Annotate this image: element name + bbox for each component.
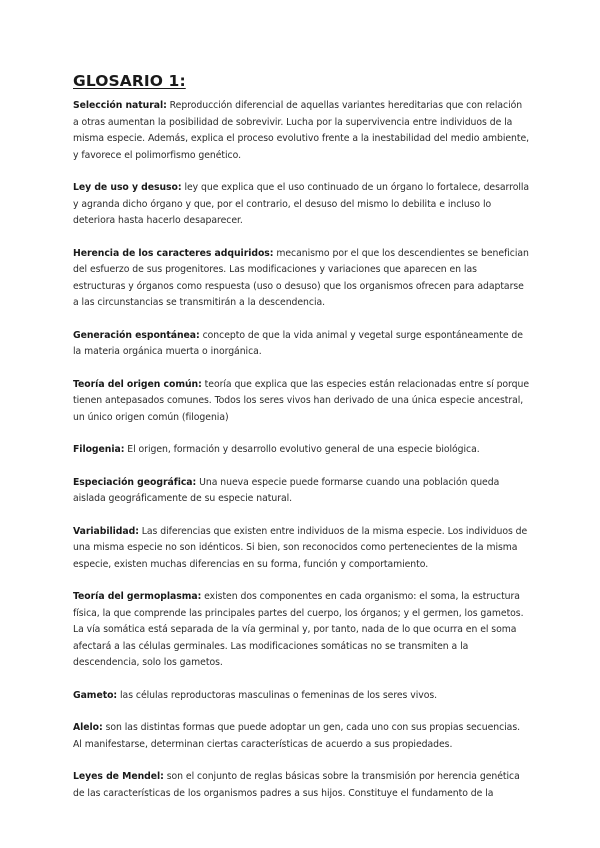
entry-term: Ley de uso y desuso: (73, 182, 182, 193)
entry-term: Teoría del germoplasma: (73, 591, 202, 602)
entry-definition: son el conjunto de reglas básicas sobre la transmisión por herencia genética de las características de los organismos padres a sus hijos. Constituye el fundamento de la (73, 771, 520, 799)
entry-definition: las células reproductoras masculinas o femeninas de los seres vivos. (117, 689, 438, 701)
glossary-entry-variabilidad (73, 524, 530, 574)
entry-definition: teoría que explica que las especies están relacionadas entre sí porque tienen antepasados comunes. Todos los seres vivos han derivado de una única especie ancestral, un único origen común (filogenia) (73, 378, 530, 423)
entry-definition: El origen, formación y desarrollo evolutivo general de una especie biológica. (124, 444, 480, 455)
entry-term: Variabilidad: (73, 525, 139, 537)
entry-term: Generación espontánea: (73, 329, 200, 341)
entry-term: Gameto: (73, 689, 118, 701)
entry-definition: mecanismo por el que los descendientes se benefician del esfuerzo de sus progenitores. Las modificaciones y variaciones que aparecen en las estructuras y órganos como respuesta (uso o desuso) que los organismos ofrecen para adaptarse a las circunstancias se transmitirán a la descendencia. (73, 247, 529, 308)
entry-definition: ley que explica que el uso continuado de un órgano lo fortalece, desarrolla y agranda dicho órgano y que, por el contrario, el desuso del mismo lo debilita e incluso lo deteriora hasta hacerlo desaparecer. (73, 182, 530, 226)
entry-definition: Una nueva especie puede formarse cuando una población queda aislada geográficamente de su especie natural. (73, 476, 500, 504)
glossary-entry-alelo (73, 720, 530, 753)
glossary-entry-leyes-mendel (73, 769, 530, 802)
entry-definition: son las distintas formas que puede adoptar un gen, cada uno con sus propias secuencias. Al manifestarse, determinan ciertas características de acuerdo a sus propiedades. (73, 722, 521, 750)
page-title: GLOSARIO 1: (73, 72, 186, 90)
entry-term: Alelo: (73, 722, 103, 733)
entry-term: Herencia de los caracteres adquiridos: (73, 247, 274, 259)
glossary-entry-gameto (73, 688, 530, 705)
entry-term: Selección natural: (73, 100, 167, 111)
glossary-entry-filogenia (73, 442, 530, 459)
glossary-entry-herencia-caracteres (73, 246, 530, 312)
entry-definition: existen dos componentes en cada organismo: el soma, la estructura física, la que comprende las principales partes del cuerpo, los órganos; y el germen, los gametos. La vía somática está separada de la vía germinal y, por tanto, nada de lo que ocurra en el soma afectará a las células germinales. Las modificaciones somáticas no se transmiten a la descendencia, solo los gametos. (73, 591, 524, 668)
entry-definition: Las diferencias que existen entre individuos de la misma especie. Los individuos de una misma especie no son idénticos. Si bien, son reconocidos como pertenecientes de la misma especie, existen muchas diferencias en su forma, función y comportamiento. (73, 525, 528, 570)
entry-term: Filogenia: (73, 444, 125, 455)
glossary-entry-especiacion-geografica (73, 475, 530, 508)
glossary-entry-generacion-espontanea (73, 328, 530, 361)
glossary-entry-ley-uso-desuso (73, 180, 530, 230)
entry-term: Teoría del origen común: (73, 378, 202, 390)
entry-term: Especiación geográfica: (73, 476, 197, 488)
glossary-entry-germoplasma (73, 589, 530, 672)
glossary-entry-seleccion-natural (73, 98, 530, 164)
entry-term: Leyes de Mendel: (73, 771, 164, 782)
glossary-entry-origen-comun (73, 377, 530, 427)
entry-definition: concepto de que la vida animal y vegetal surge espontáneamente de la materia orgánica muerta o inorgánica. (73, 329, 523, 357)
entry-definition: Reproducción diferencial de aquellas variantes hereditarias que con relación a otras aumentan la posibilidad de sobrevivir. Lucha por la supervivencia entre individuos de la misma especie. Además, explica el proceso evolutivo frente a la inestabilidad del medio ambiente, y favorece el polimorfismo genético. (73, 100, 530, 161)
